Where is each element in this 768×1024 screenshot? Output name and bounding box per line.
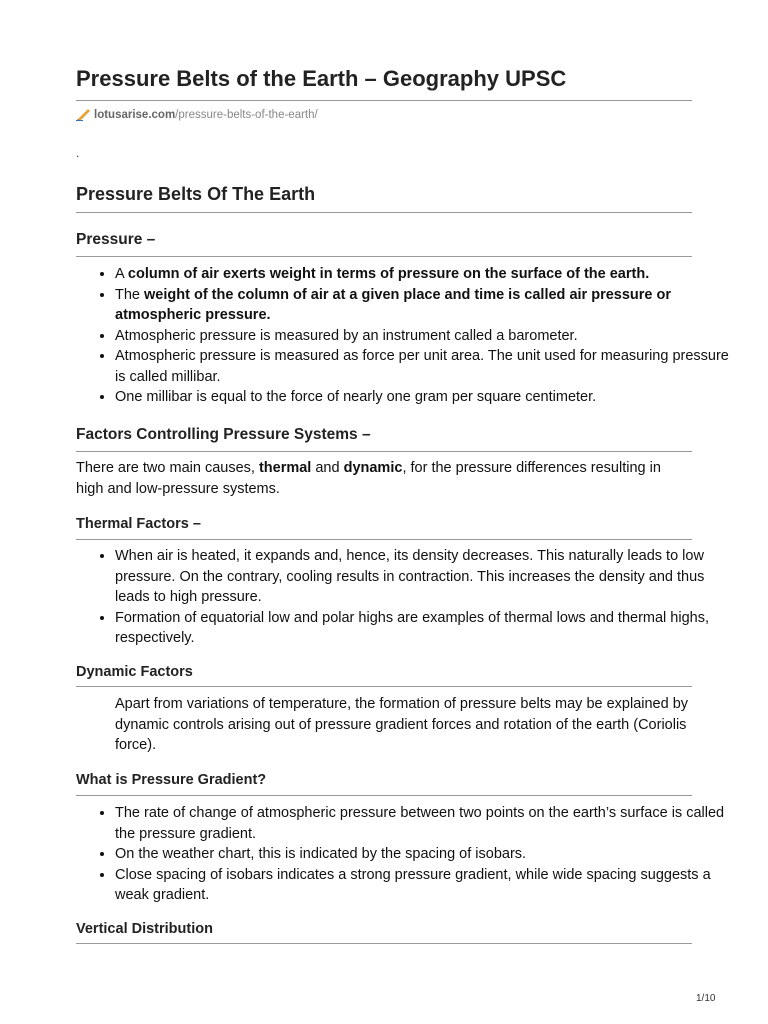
- list-item: • When air is heated, it expands and, hence, its density decreases. This naturally leads to low pressure. On the contrary, cooling results in contraction. This increases the density and thus leads to high pressure.: [115, 546, 731, 608]
- list-item: • On the weather chart, this is indicated by the spacing of isobars.: [115, 844, 731, 865]
- thermal-list: [76, 546, 731, 649]
- heading-vertical-distribution: Vertical Distribution: [76, 921, 213, 937]
- dynamic-paragraph: Apart from variations of temperature, the formation of pressure belts may be explained by dynamic controls arising out of pressure gradient forces and rotation of the earth (Coriolis force).: [115, 696, 689, 753]
- list-item: • A column of air exerts weight in terms of pressure on the surface of the earth.: [115, 264, 731, 285]
- factors-paragraph: There are two main causes, thermal and dynamic, for the pressure differences resulting in high and low-pressure systems.: [76, 460, 661, 497]
- section-heading-pressure-belts: Pressure Belts Of The Earth: [76, 184, 316, 204]
- list-item: • Formation of equatorial low and polar highs are examples of thermal lows and thermal highs, respectively.: [115, 608, 731, 649]
- list-item: • The weight of the column of air at a given place and time is called air pressure or atmospheric pressure.: [115, 285, 731, 326]
- heading-dynamic-factors: Dynamic Factors: [76, 664, 193, 680]
- list-item: • One millibar is equal to the force of nearly one gram per square centimeter.: [115, 387, 731, 408]
- heading-divider: [76, 943, 692, 944]
- list-item: • Atmospheric pressure is measured as force per unit area. The unit used for measuring pressure is called millibar.: [115, 346, 731, 387]
- source-domain: lotusarise.com: [94, 109, 176, 121]
- list-item: • Close spacing of isobars indicates a strong pressure gradient, while wide spacing suggests a weak gradient.: [115, 865, 731, 906]
- pencil-icon: [76, 107, 92, 121]
- heading-divider: [76, 451, 692, 452]
- heading-thermal-factors: Thermal Factors –: [76, 516, 201, 532]
- source-path: /pressure-belts-of-the-earth/: [175, 109, 318, 121]
- pressure-list: [76, 264, 731, 408]
- source-url[interactable]: [76, 107, 318, 121]
- heading-divider: [76, 539, 692, 540]
- heading-pressure-gradient: What is Pressure Gradient?: [76, 772, 267, 788]
- list-item: • The rate of change of atmospheric pressure between two points on the earth’s surface is called the pressure gradient.: [115, 803, 731, 844]
- page-title: Pressure Belts of the Earth – Geography UPSC: [76, 66, 567, 91]
- title-divider: [76, 100, 692, 101]
- heading-factors: Factors Controlling Pressure Systems –: [76, 426, 371, 443]
- heading-pressure: Pressure –: [76, 231, 156, 248]
- section-divider: [76, 212, 692, 213]
- heading-divider: [76, 686, 692, 687]
- page-number: 1/10: [696, 993, 716, 1004]
- stray-dot: .: [76, 146, 80, 160]
- list-item: • Atmospheric pressure is measured by an instrument called a barometer.: [115, 326, 731, 347]
- heading-divider: [76, 256, 692, 257]
- gradient-list: [76, 803, 731, 906]
- heading-divider: [76, 795, 692, 796]
